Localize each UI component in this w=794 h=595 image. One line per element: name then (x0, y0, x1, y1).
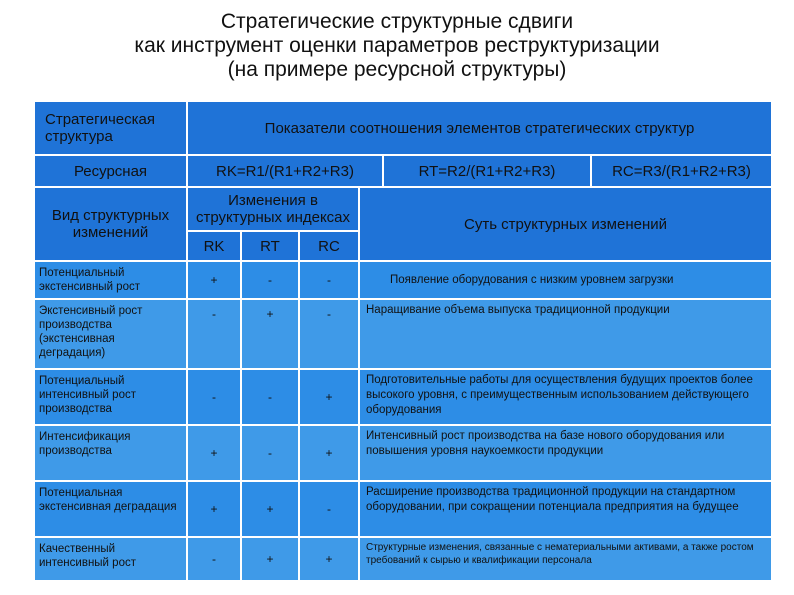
title-line-1: Стратегические структурные сдвиги (220, 10, 574, 33)
row-6-rt: + (242, 538, 298, 580)
row-6-rk: - (188, 538, 240, 580)
row-4-rc: + (300, 426, 358, 480)
header-ratio-indicators: Показатели соотношения элементов стратегических структур (188, 102, 771, 154)
row-4-essence: Интенсивный рост производства на базе нового оборудования или повышения уровня наукоемкости продукции (360, 426, 771, 480)
title-line-2: как инструмент оценки параметров реструктуризации (134, 34, 660, 57)
row-3-rt: - (242, 370, 298, 424)
row-2-rc: - (300, 300, 358, 368)
row-6-essence: Структурные изменения, связанные с нематериальными активами, а также ростом требований к сырью и квалификации персонала (360, 538, 771, 580)
header-rt: RT (242, 232, 298, 260)
row-3-essence: Подготовительные работы для осуществления будущих проектов более высокого уровня, с преимущественным использованием действующего оборудования (360, 370, 771, 424)
row-6-rc: + (300, 538, 358, 580)
row-5-essence: Расширение производства традиционной продукции на стандартном оборудовании, при сокращении потенциала предприятия на будущее (360, 482, 771, 536)
row-1-type: Потенциальный экстенсивный рост (35, 262, 186, 298)
row-5-rc: - (300, 482, 358, 536)
row-5-rt: + (242, 482, 298, 536)
row-6-type: Качественный интенсивный рост (35, 538, 186, 580)
row-3-rc: + (300, 370, 358, 424)
row-4-type: Интенсификация производства (35, 426, 186, 480)
row-3-type: Потенциальный интенсивный рост производства (35, 370, 186, 424)
header-strategic-structure: Стратегическая структура (35, 102, 186, 154)
row-3-rk: - (188, 370, 240, 424)
header-resource: Ресурсная (35, 156, 186, 186)
row-2-rt: + (242, 300, 298, 368)
row-4-rk: + (188, 426, 240, 480)
row-2-rk: - (188, 300, 240, 368)
header-rk: RK (188, 232, 240, 260)
row-4-rt: - (242, 426, 298, 480)
row-1-rt: - (242, 262, 298, 298)
header-rk-formula: RK=R1/(R1+R2+R3) (188, 156, 382, 186)
row-1-essence: Появление оборудования с низким уровнем загрузки (360, 262, 771, 298)
header-rc: RC (300, 232, 358, 260)
row-5-type: Потенциальная экстенсивная деградация (35, 482, 186, 536)
header-rt-formula: RT=R2/(R1+R2+R3) (384, 156, 590, 186)
row-5-rk: + (188, 482, 240, 536)
header-rc-formula: RC=R3/(R1+R2+R3) (592, 156, 771, 186)
row-2-essence: Наращивание объема выпуска традиционной продукции (360, 300, 771, 368)
row-1-rc: - (300, 262, 358, 298)
title-line-3: (на примере ресурсной структуры) (227, 58, 567, 81)
header-essence: Суть структурных изменений (360, 188, 771, 260)
row-2-type: Экстенсивный рост производства (экстенсивная деградация) (35, 300, 186, 368)
header-change-type: Вид структурных изменений (35, 188, 186, 260)
row-1-rk: + (188, 262, 240, 298)
header-index-changes: Изменения в структурных индексах (188, 188, 358, 230)
